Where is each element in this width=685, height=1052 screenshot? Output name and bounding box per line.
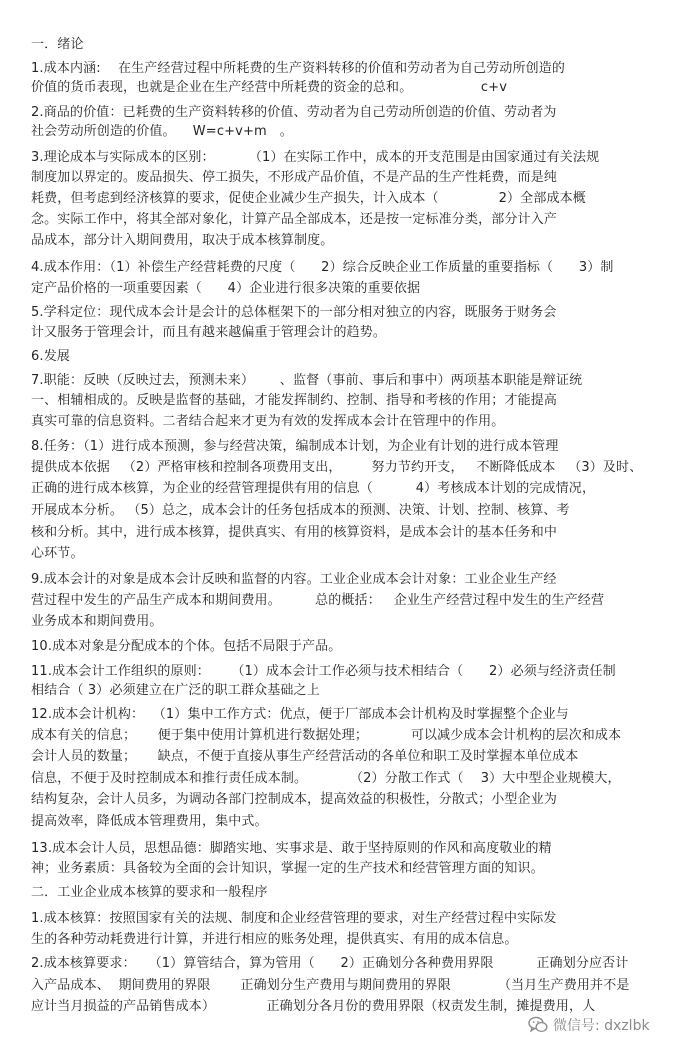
text-line: 应计当月损益的产品销售成本） 正确划分各月份的费用界限（权责发生制，摊提费用，人 — [31, 999, 596, 1014]
text-line: 4.成本作用：（1）补偿生产经营耗费的尺度（ 2）综合反映企业工作质量的重要指标（ 3）制 — [31, 260, 614, 275]
text-line: 神；业务素质：具备较为全面的会计知识，掌握一定的生产技术和经营管理方面的知识。 — [31, 861, 544, 876]
text-line: 2.成本核算要求： （1）算管结合，算为管用（ 2）正确划分各种费用界限 正确划分应否计 — [31, 956, 629, 971]
text-line: 品成本，部分计入期间费用，取决于成本核算制度。 — [31, 233, 334, 248]
text-line: 制度加以界定的。废品损失、停工损失，不形成产品价值，不是产品的生产性耗费，而是纯 — [31, 170, 558, 185]
watermark-text: 微信号: dxzlbk — [553, 1018, 650, 1034]
text-line: 6.发展 — [31, 349, 71, 364]
text-line: 5.学科定位：现代成本会计是会计的总体框架下的一部分相对独立的内容，既服务于财务会 — [31, 305, 557, 320]
text-line: 9.成本会计的对象是成本会计反映和监督的内容。工业企业成本会计对象：工业企业生产经 — [31, 572, 557, 587]
text-line: 入产品成本、 期间费用的界限 正确划分生产费用与期间费用的界限 （当月生产费用并不是 — [31, 978, 630, 993]
text-line: 核和分析。其中，进行成本核算，提供真实、有用的核算资料，是成本会计的基本任务和中 — [31, 525, 558, 540]
text-line: 开展成本分析。 （5）总之，成本会计的任务包括成本的预测、决策、计划、控制、核算、考 — [31, 503, 570, 518]
text-line: 心环节。 — [31, 546, 84, 561]
text-line: 会计人员的数量； 缺点，不便于直接从事生产经营活动的各单位和职工及时掌握本单位成本 — [31, 749, 579, 764]
text-line: 念。实际工作中，将其全部对象化，计算产品全部成本，还是按一定标准分类，部分计入产 — [31, 212, 558, 227]
text-line: 8.任务：（1）进行成本预测，参与经营决策，编制成本计划，为企业有计划的进行成本管理 — [31, 439, 559, 454]
text-line: 计又服务于管理会计，而且有越来越偏重于管理会计的趋势。 — [31, 325, 387, 340]
wechat-watermark — [528, 1014, 650, 1036]
text-line: 相结合（ 3）必须建立在广泛的职工群众基础之上 — [31, 683, 320, 698]
text-line: 一、相辅相成的。反映是监督的基础，才能发挥制约、控制、指导和考核的作用；才能提高 — [31, 393, 558, 408]
text-line: 业务成本和期间费用。 — [31, 614, 163, 629]
text-line: 信息，不便于及时控制成本和推行责任成本制。 （2）分散工作式（ 3）大中型企业规模大， — [31, 771, 621, 786]
text-line: 结构复杂，会计人员多，为调动各部门控制成本，提高效益的积极性，分散式；小型企业为 — [31, 792, 558, 807]
text-line: 真实可靠的信息资料。二者结合起来才更为有效的发挥成本会计在管理中的作用。 — [31, 414, 505, 429]
text-line: 12.成本会计机构： （1）集中工作方式：优点，便于厂部成本会计机构及时掌握整个企业与 — [31, 707, 569, 722]
section-heading: 一．绪论 — [31, 37, 84, 52]
wechat-bubble-icon — [528, 1016, 548, 1034]
text-line: 正确的进行成本核算，为企业的经营管理提供有用的信息（ 4）考核成本计划的完成情况， — [31, 481, 596, 496]
text-line: 1.成本内涵: 在生产经营过程中所耗费的生产资料转移的价值和劳动者为自己劳动所创造的 — [31, 61, 566, 76]
text-line: 10.成本对象是分配成本的个体。包括不局限于产品。 — [31, 639, 342, 654]
text-line: 营过程中发生的产品生产成本和期间费用。 总的概括： 企业生产经营过程中发生的生产经营 — [31, 593, 605, 608]
text-line: 7.职能：反映（反映过去，预测未来） 、监督（事前、事后和事中）两项基本职能是辩证统 — [31, 373, 583, 388]
text-line: 社会劳动所创造的价值。 W=c+v+m 。 — [31, 124, 293, 139]
text-line: 11.成本会计工作组织的原则： （1）成本会计工作必须与技术相结合（ 2）必须与经济责任制 — [31, 664, 616, 679]
text-line: 2.商品的价值：已耗费的生产资料转移的价值、劳动者为自己劳动所创造的价值、劳动者为 — [31, 105, 557, 120]
text-line: 成本有关的信息； 便于集中使用计算机进行数据处理； 可以减少成本会计机构的层次和成本 — [31, 728, 622, 743]
text-line: 1.成本核算：按照国家有关的法规、制度和企业经营管理的要求，对生产经营过程中实际发 — [31, 911, 557, 926]
text-line: 提供成本依据 （2）严格审核和控制各项费用支出， 努力节约开支， 不断降低成本 （3）及时、 — [31, 460, 643, 475]
text-line: 提高效率，降低成本管理费用，集中式。 — [31, 814, 268, 829]
text-line: 生的各种劳动耗费进行计算，并进行相应的账务处理，提供真实、有用的成本信息。 — [31, 932, 518, 947]
section-heading: 二．工业企业成本核算的要求和一般程序 — [31, 885, 268, 900]
text-line: 价值的货币表现，也就是企业在生产经营中所耗费的资金的总和。 c+v — [31, 80, 508, 95]
text-line: 13.成本会计人员，思想品德：脚踏实地、实事求是、敢于坚持原则的作风和高度敬业的精 — [31, 841, 552, 856]
text-line: 耗费，但考虑到经济核算的要求，促使企业减少生产损失，计入成本（ 2）全部成本概 — [31, 191, 586, 206]
text-line: 3.理论成本与实际成本的区别： （1）在实际工作中，成本的开支范围是由国家通过有关法规 — [31, 150, 600, 165]
text-line: 定产品价格的一项重要因素（ 4）企业进行很多决策的重要依据 — [31, 281, 421, 296]
